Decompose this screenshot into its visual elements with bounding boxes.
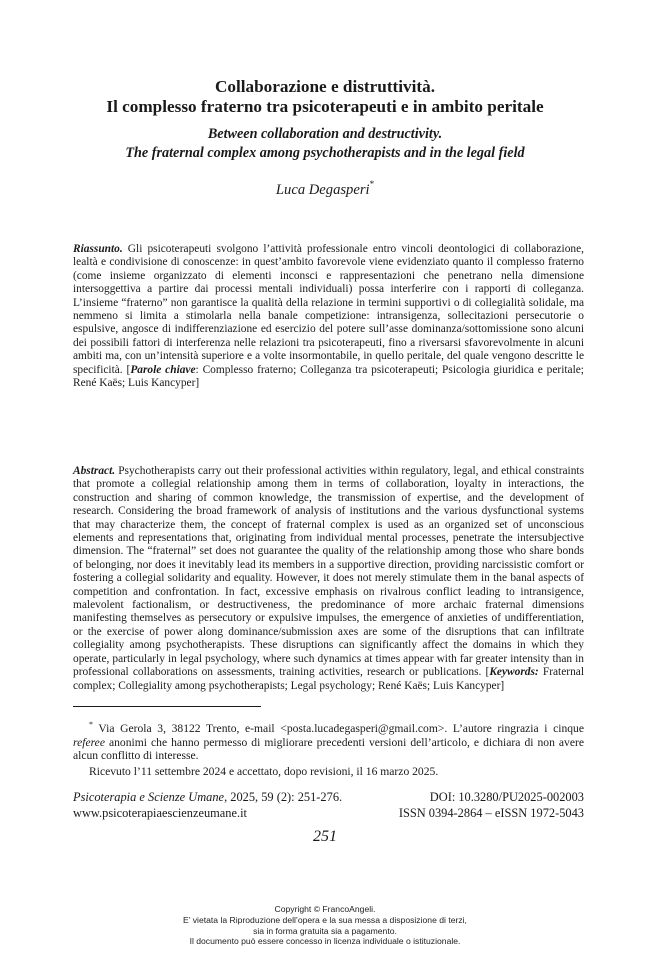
copyright-line-3: sia in forma gratuita sia a pagamento. — [253, 925, 397, 936]
riassunto-paragraph — [73, 243, 584, 390]
footnote-text-after: anonimi che hanno permesso di migliorare precedenti versioni dell’articolo, e dichiara di non avere alcun conflitto di interesse. — [73, 735, 584, 763]
subtitle-line-1: Between collaboration and destructivity. — [207, 126, 443, 142]
subtitle-line-2: The fraternal complex among psychotherapists and in the legal field — [125, 144, 525, 161]
abstract-label: Abstract. — [73, 465, 116, 477]
footnote-referee: referee — [73, 735, 105, 749]
copyright-line-4: Il documento può essere concesso in licenza individuale o istituzionale. — [189, 936, 461, 947]
riassunto-body: Gli psicoterapeuti svolgono l’attività professionale entro vincoli deontologici di collaborazione, lealtà e condivisione di conoscenze: in quest’ambito favorevole viene evidenziato quanto il complesso fraterno (come insieme organizzato di elementi inconsci e rappresentazioni che penetrano nella dimensione intersoggettiva a partire dai processi mentali individuali) possa interferire con i rapporti di colleganza. L’insieme “fraterno” non garantisce la qualità della relazione in termini supportivi o di collegialità solidale, ma nemmeno si limita a stimolarla nella banale competizione: intransigenza, sollecitazioni persecutorie o espulsive, angosce di indifferenziazione ed esercizio del potere sull’asse dominanza/sottomissione sono alcuni dei possibili fattori di interferenza nelle relazioni tra psicoterapeuti, fino a riversarsi sfavorevolmente in alcuni ambiti ma, con un’intensità superiore e a volte insormontabile, in quello peritale, del quale vengono descritte le specificità. [ — [73, 243, 584, 376]
journal-volume: , 2025, 59 (2): 251-276. — [224, 790, 343, 804]
abstract-paragraph — [73, 465, 584, 693]
abstract-body: Psychotherapists carry out their professional activities within regulatory, legal, and ethical constraints that promote a collegial relationship among them in terms of collaboration, loyalty in interactions, the construction and sharing of common knowledge, the transmission of expertise, and the development of research. Considering the broad framework of analysis of institutions and the various dysfunctional systems that may characterize them, the concept of fraternal complex is used as an organized set of unconscious elements and representations that, originating from individual mental processes, penetrate the intersubjective dimension. The “fraternal” set does not guarantee the quality of the relationship among those who share bonds of belonging, nor does it inevitably lead its members in a supportive direction, providing narcissistic comfort or fostering a collegial solidarity and equality. However, it does not merely stimulate them in the banal aspects of competition and confrontation. In fact, excessive emphasis on rivalrous conflict leading to intransigence, malevolent factionalism, or destructiveness, the predominance of more archaic fraternal dimensions manifesting themselves as persecutory or expulsive impulses, the emergence of anxieties of undifferentiation, or the exercise of power along dominance/submission axes are some of the disruptions that can infiltrate collegiality among psychotherapists. These disruptions can significantly affect the domains in which they operate, particularly in legal psychology, where such dynamics at times appear with far greater intensity than in professional collaborations on assessments, training activities, research or publications. [ — [73, 465, 584, 679]
article-subtitle — [40, 125, 610, 162]
copyright-notice — [0, 904, 650, 947]
copyright-line-2: E’ vietata la Riproduzione dell’opera e la sua messa a disposizione di terzi, — [183, 914, 467, 925]
footnote-mark: * — [89, 720, 93, 729]
riassunto-label: Riassunto. — [73, 243, 123, 255]
author-footnote-mark[interactable]: * — [369, 179, 375, 189]
footnote-text — [73, 718, 584, 763]
copyright-line-1: Copyright © FrancoAngeli. — [274, 904, 376, 914]
title-line-2: Il complesso fraterno tra psicoterapeuti e in ambito peritale — [106, 97, 544, 116]
footnote-divider — [73, 706, 261, 707]
title-line-1: Collaborazione e distruttività. — [214, 77, 436, 96]
parole-chiave-label: Parole chiave — [130, 363, 196, 376]
received-date: Ricevuto l’11 settembre 2024 e accettato, dopo revisioni, il 16 marzo 2025. — [89, 765, 439, 778]
author-line — [40, 175, 610, 200]
parole-chiave-list: : Complesso fraterno; Colleganza tra psicoterapeuti; Psicologia giuridica e peritale; René Kaës; Luis Kancyper] — [73, 363, 584, 390]
journal-name: Psicoterapia e Scienze Umane — [73, 790, 225, 804]
author-name: Luca Degasperi — [275, 181, 370, 198]
article-title — [40, 77, 610, 117]
keywords-list: Fraternal complex; Collegiality among psychotherapists; Legal psychology; René Kaës; Luis Kancyper] — [73, 666, 584, 692]
journal-website[interactable]: www.psicoterapiaescienzeumane.it — [73, 806, 247, 820]
issn: ISSN 0394-2864 – eISSN 1972-5043 — [398, 806, 584, 820]
page-number: 251 — [313, 828, 337, 845]
footnote-text-before: Via Gerola 3, 38122 Trento, e-mail <posta.lucadegasperi@gmail.com>. L’autore ringrazia i cinque — [93, 721, 584, 735]
journal-citation — [73, 790, 342, 805]
doi[interactable]: DOI: 10.3280/PU2025-002003 — [429, 790, 584, 804]
footnote — [73, 718, 584, 763]
keywords-label: Keywords: — [489, 666, 539, 679]
